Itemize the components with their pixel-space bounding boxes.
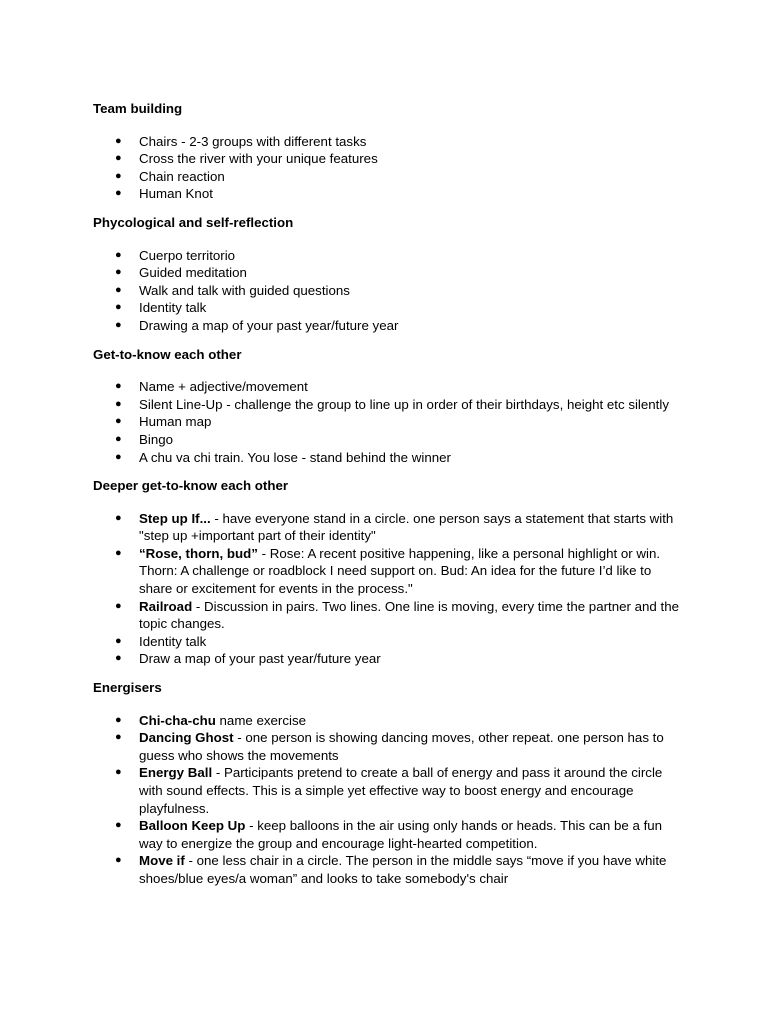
item-text: Cuerpo territorio [139, 247, 236, 263]
list-item [93, 317, 683, 335]
item-title: Dancing Ghost [139, 730, 234, 746]
list-item [93, 282, 683, 300]
bullet-icon: ● [115, 854, 122, 867]
bullet-icon: ● [115, 599, 122, 612]
bullet-list [93, 510, 683, 668]
list-item [93, 247, 683, 265]
item-text: Human map [139, 414, 212, 430]
section [93, 214, 683, 335]
section-heading: Energisers [93, 680, 162, 696]
bullet-icon: ● [115, 731, 122, 744]
list-item [93, 150, 683, 168]
list-item [93, 168, 683, 186]
item-text: name exercise [215, 712, 306, 728]
item-title: Energy Ball [139, 765, 213, 781]
item-text: - Participants pretend to create a ball of energy and pass it around the circle with sound effects. This is a simple yet effective way to boost energy and encourage playfulness. [139, 765, 663, 816]
item-text: Identity talk [139, 633, 207, 649]
item-text: Draw a map of your past year/future year [139, 651, 381, 667]
list-item [93, 650, 683, 668]
bullet-icon: ● [115, 152, 122, 165]
list-item [93, 264, 683, 282]
section-heading: Deeper get-to-know each other [93, 478, 289, 494]
item-text: Cross the river with your unique features [139, 151, 378, 167]
bullet-icon: ● [115, 169, 122, 182]
bullet-icon: ● [115, 301, 122, 314]
item-text: A chu va chi train. You lose - stand behind the winner [139, 449, 451, 465]
item-text: Guided meditation [139, 265, 247, 281]
list-item [93, 431, 683, 449]
bullet-icon: ● [115, 766, 122, 779]
list-item [93, 852, 683, 887]
list-item [93, 598, 683, 633]
bullet-icon: ● [115, 266, 122, 279]
list-item [93, 510, 683, 545]
bullet-icon: ● [115, 318, 122, 331]
bullet-icon: ● [115, 397, 122, 410]
section [93, 477, 683, 668]
bullet-icon: ● [115, 819, 122, 832]
bullet-icon: ● [115, 432, 122, 445]
section-heading: Get-to-know each other [93, 346, 242, 362]
item-text: Name + adjective/movement [139, 379, 308, 395]
section [93, 100, 683, 203]
list-item [93, 413, 683, 431]
item-title: “Rose, thorn, bud” [139, 545, 258, 561]
bullet-icon: ● [115, 450, 122, 463]
list-item [93, 133, 683, 151]
bullet-icon: ● [115, 415, 122, 428]
bullet-list [93, 712, 683, 888]
bullet-icon: ● [115, 652, 122, 665]
bullet-icon: ● [115, 713, 122, 726]
item-text: - one less chair in a circle. The person in the middle says “move if you have white shoes/blue eyes/a woman” and looks to take somebody's chair [139, 853, 667, 886]
item-text: - Discussion in pairs. Two lines. One line is moving, every time the partner and the topic changes. [139, 598, 679, 632]
item-text: - Rose: A recent positive happening, like a personal highlight or win. Thorn: A challenge or roadblock I need support on. Bud: An idea for the future I’d like to share or excitement for events in the process." [139, 545, 661, 597]
item-text: - one person is showing dancing moves, other repeat. one person has to guess who shows the movements [139, 730, 664, 763]
bullet-icon: ● [115, 380, 122, 393]
bullet-icon: ● [115, 134, 122, 147]
document-content [93, 100, 683, 899]
bullet-list [93, 247, 683, 335]
section [93, 679, 683, 888]
section-heading: Team building [93, 101, 183, 116]
list-item [93, 633, 683, 651]
list-item [93, 378, 683, 396]
list-item [93, 299, 683, 317]
item-text: Human Knot [139, 186, 213, 202]
item-text: Bingo [139, 431, 174, 447]
list-item [93, 712, 683, 730]
list-item [93, 817, 683, 852]
item-title: Chi-cha-chu [139, 712, 216, 728]
item-text: Chain reaction [139, 168, 225, 184]
item-title: Step up If... [139, 510, 211, 526]
item-title: Move if [139, 853, 185, 869]
item-text: Identity talk [139, 300, 207, 316]
bullet-icon: ● [115, 187, 122, 200]
item-title: Railroad [139, 598, 193, 614]
bullet-icon: ● [115, 546, 122, 559]
list-item [93, 396, 683, 414]
bullet-icon: ● [115, 248, 122, 261]
list-item [93, 729, 683, 764]
item-text: - keep balloons in the air using only hands or heads. This can be a fun way to energize the group and encourage light-hearted competition. [139, 818, 663, 851]
list-item [93, 449, 683, 467]
section-heading: Phycological and self-reflection [93, 214, 294, 230]
bullet-icon: ● [115, 634, 122, 647]
bullet-list [93, 133, 683, 203]
item-text: Silent Line-Up - challenge the group to line up in order of their birthdays, height etc silently [139, 396, 669, 412]
list-item [93, 764, 683, 817]
item-text: - have everyone stand in a circle. one person says a statement that starts with "step up +important part of their identity" [139, 510, 674, 544]
bullet-icon: ● [115, 511, 122, 524]
item-text: Chairs - 2-3 groups with different tasks [139, 133, 367, 149]
item-title: Balloon Keep Up [139, 818, 246, 834]
item-text: Drawing a map of your past year/future year [139, 317, 399, 333]
list-item [93, 545, 683, 598]
section [93, 346, 683, 467]
bullet-list [93, 378, 683, 466]
item-text: Walk and talk with guided questions [139, 282, 350, 298]
bullet-icon: ● [115, 283, 122, 296]
list-item [93, 185, 683, 203]
